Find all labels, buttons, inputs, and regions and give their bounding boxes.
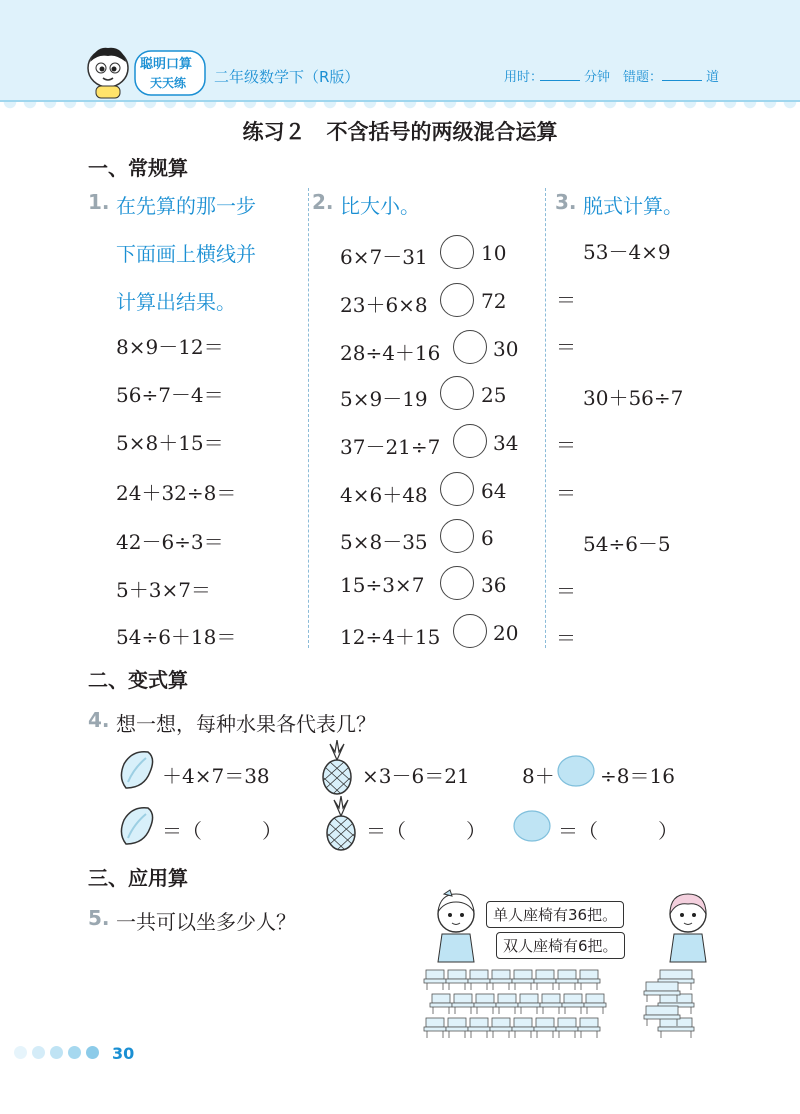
single-chair [430,994,452,1014]
single-chair [490,1018,512,1038]
q3-equals[interactable]: ＝ [556,579,576,603]
minute-label: 分钟 [584,70,611,85]
single-chair [512,970,534,990]
q2-left-expr: 23＋6×8 [340,293,428,317]
q3-equals[interactable]: ＝ [556,335,576,359]
q2-left-expr: 5×9－19 [340,387,428,411]
single-chair [496,994,518,1014]
q3-equals[interactable]: ＝ [556,481,576,505]
q2-compare-circle[interactable] [440,376,474,410]
single-chair [446,970,468,990]
single-chair [474,994,496,1014]
single-chair [490,970,512,990]
footer-dot [50,1046,63,1059]
footer-dot [86,1046,99,1059]
q5-text: 一共可以坐多少人？ [116,910,296,934]
q2-left-expr: 37－21÷7 [340,435,441,459]
q4-eq1-rest: ＋4×7＝38 [162,764,270,788]
book-title: 二年级数学下（R版） [214,68,360,86]
pineapple-answer[interactable]: ＝（ ） [366,819,486,843]
speech-bubble-double-chairs: 双人座椅有6把。 [496,932,625,959]
logo-line2: 天天练 [150,76,187,90]
q2-right-value: 10 [481,241,507,265]
single-chair [468,970,490,990]
q4-eq3-prefix: 8＋ [522,764,555,788]
q4-eq3-rest: ÷8＝16 [600,764,675,788]
q2-compare-circle[interactable] [440,235,474,269]
girl-left-icon [428,888,484,964]
single-chair [578,1018,600,1038]
single-chair [512,1018,534,1038]
q1-text-line1: 在先算的那一步 [116,194,256,218]
q2-compare-circle[interactable] [440,519,474,553]
q2-right-value: 64 [481,479,507,503]
errors-blank[interactable] [662,66,702,81]
single-chair [452,994,474,1014]
mango-answer[interactable]: ＝（ ） [162,819,282,843]
speech-bubble-single-chairs: 单人座椅有36把。 [486,901,624,928]
mango-icon [116,804,156,850]
single-chair [556,970,578,990]
section1-heading: 一、常规算 [88,156,188,180]
single-chair [424,1018,446,1038]
errors-label: 错题： [623,70,663,85]
logo-line1: 聪明口算 [140,57,193,72]
q2-right-value: 30 [493,337,519,361]
header-scallop [0,102,800,112]
girl-right-icon [660,888,716,964]
single-chair [468,1018,490,1038]
q2-compare-circle[interactable] [453,614,487,648]
single-chair [584,994,606,1014]
single-chair [534,970,556,990]
page-title: 练习２ 不含括号的两级混合运算 [242,120,558,144]
q4-number: 4. [88,708,110,732]
q2-compare-circle[interactable] [440,472,474,506]
q1-item[interactable]: 42－6÷3＝ [116,530,224,554]
q2-right-value: 25 [481,383,507,407]
q2-left-expr: 28÷4＋16 [340,341,441,365]
q2-text: 比大小。 [340,194,420,218]
time-blank[interactable] [540,66,580,81]
pineapple-icon [322,796,360,852]
q2-left-expr: 5×8－35 [340,530,428,554]
q2-number: 2. [312,190,334,214]
lemon-answer[interactable]: ＝（ ） [558,819,678,843]
q4-eq2-rest: ×3－6＝21 [362,764,470,788]
q2-right-value: 6 [481,526,494,550]
q2-left-expr: 12÷4＋15 [340,625,441,649]
mango-icon [116,748,156,794]
q2-compare-circle[interactable] [440,566,474,600]
q2-compare-circle[interactable] [440,283,474,317]
chairs-illustration [412,968,712,1040]
page-number: 30 [112,1044,135,1063]
q1-text-line2: 下面画上横线并 [116,242,256,266]
single-chair [578,970,600,990]
q5-number: 5. [88,906,110,930]
q3-expression: 54÷6－5 [583,532,671,556]
single-chair [556,1018,578,1038]
q3-equals[interactable]: ＝ [556,288,576,312]
footer-dot [14,1046,27,1059]
single-chair [518,994,540,1014]
q3-equals[interactable]: ＝ [556,433,576,457]
mascot-icon [82,44,134,100]
q4-text: 想一想，每种水果各代表几？ [116,712,376,736]
q2-right-value: 36 [481,573,507,597]
q2-right-value: 72 [481,289,507,313]
q2-left-expr: 6×7－31 [340,245,428,269]
lemon-icon [512,809,552,843]
footer-dot [68,1046,81,1059]
q1-number: 1. [88,190,110,214]
q2-left-expr: 4×6＋48 [340,483,428,507]
q2-right-value: 34 [493,431,519,455]
q3-equals[interactable]: ＝ [556,626,576,650]
section3-heading: 三、应用算 [88,866,188,890]
single-chair [534,1018,556,1038]
column-divider-2 [545,188,546,648]
lemon-icon [556,754,596,788]
time-label: 用时： [504,70,544,85]
q3-number: 3. [555,190,577,214]
footer-dot [32,1046,45,1059]
q1-item[interactable]: 5＋3×7＝ [116,578,211,602]
q1-text-line3: 计算出结果。 [116,290,236,314]
q1-item[interactable]: 54÷6＋18＝ [116,625,237,649]
pineapple-icon [318,740,356,796]
q2-compare-circle[interactable] [453,330,487,364]
q1-item[interactable]: 5×8＋15＝ [116,431,224,455]
q1-item[interactable]: 8×9－12＝ [116,335,224,359]
q3-expression: 53－4×9 [583,240,671,264]
q3-text: 脱式计算。 [583,194,683,218]
q2-compare-circle[interactable] [453,424,487,458]
errors-unit: 道 [706,70,720,85]
single-chair [562,994,584,1014]
q1-item[interactable]: 56÷7－4＝ [116,383,224,407]
q2-left-expr: 15÷3×7 [340,573,425,597]
q2-right-value: 20 [493,621,519,645]
q3-expression: 30＋56÷7 [583,386,684,410]
section2-heading: 二、变式算 [88,668,188,692]
single-chair [540,994,562,1014]
q1-item[interactable]: 24＋32÷8＝ [116,481,237,505]
column-divider-1 [308,188,309,648]
single-chair [424,970,446,990]
single-chair [446,1018,468,1038]
